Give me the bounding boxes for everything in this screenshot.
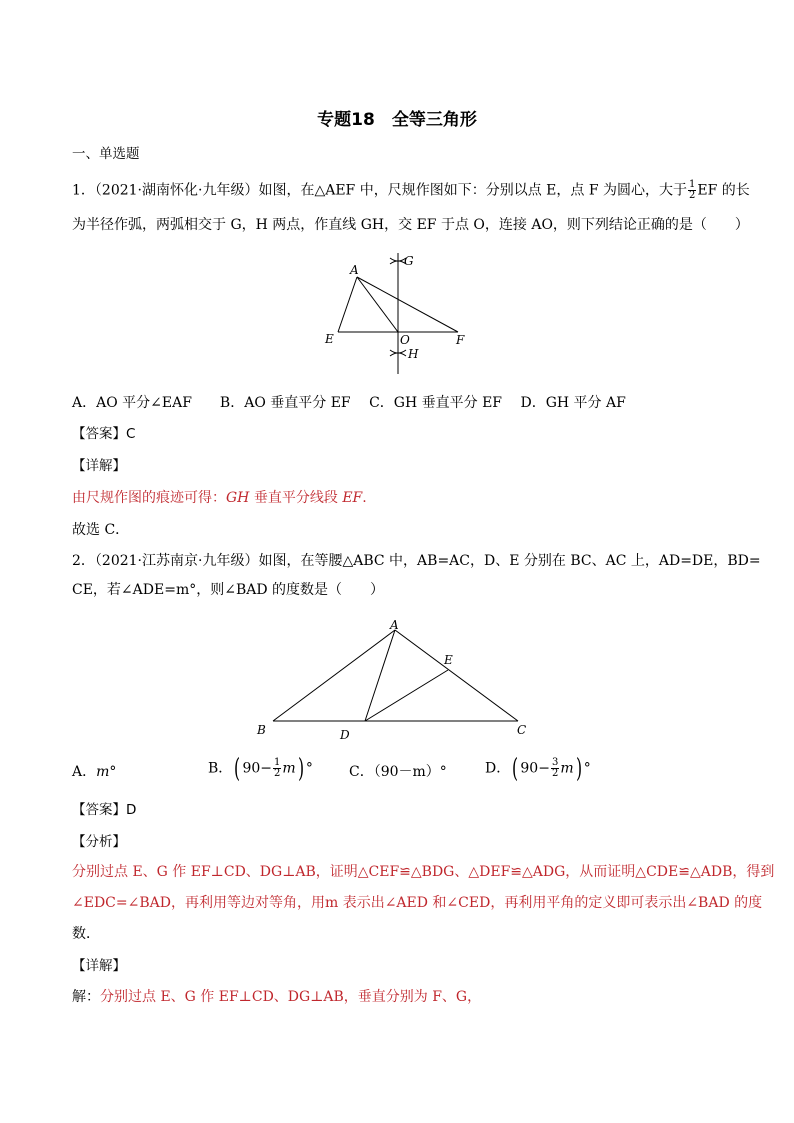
q1-options: A．AO 平分∠EAF B．AO 垂直平分 EF C．GH 垂直平分 EF D．GH 平分 AF: [72, 395, 626, 411]
q1-stem-line2: 为半径作弧，两弧相交于 G，H 两点，作直线 GH，交 EF 于点 O，连接 AO，则下列结论正确的是（ ）: [72, 217, 749, 233]
q2-label-c: C: [517, 723, 527, 737]
q1-answer-tag: 【答案】: [72, 426, 126, 442]
q1-label-e: E: [325, 332, 334, 346]
q2-analysis-line3: 数．: [72, 926, 100, 942]
q1-fraction: $\frac{1}{2}$: [689, 179, 696, 201]
q2-options: [72, 753, 722, 786]
q2-analysis-tag: 【分析】: [72, 834, 126, 850]
q1-label-o: O: [400, 333, 410, 347]
q1-answer-line: [72, 424, 135, 444]
q1-stem-part1: 如图，在△AEF 中，尺规作图如下：分别以点 E，点 F 为圆心，大于: [258, 182, 687, 199]
q2-segment-de: [365, 670, 448, 721]
q1-label-f: F: [456, 333, 465, 347]
section-heading: 一、单选题: [72, 146, 140, 162]
q2-number: 2．: [72, 553, 95, 569]
q1-segment-ao: [357, 277, 398, 332]
q2-answer-tag: 【答案】: [72, 802, 126, 818]
q1-detail-prefix: 由尺规作图的痕迹可得：: [72, 490, 226, 506]
q2-source: （2021·江苏南京·九年级）: [94, 553, 259, 569]
q1-detail-mid: 垂直平分线段: [249, 490, 343, 506]
q2-answer: D: [126, 802, 137, 818]
q1-source: （2021·湖南怀化·九年级）: [94, 182, 259, 199]
q1-conclusion: 故选 C．: [72, 522, 130, 538]
q2-detail-line1: [72, 987, 481, 1007]
q1-detail-math2: EF: [342, 490, 363, 506]
q1-detail-line: [72, 488, 367, 508]
q2-answer-line: [72, 800, 136, 820]
q2-stem-line1: [72, 551, 761, 571]
q2-label-a: A: [390, 618, 399, 632]
q2-option-c: C．（90－m）°: [349, 764, 447, 780]
q2-segment-ac: [395, 630, 518, 721]
q2-label-b: B: [257, 723, 266, 737]
q1-stem-line1: [72, 180, 750, 201]
q2-stem-line2: CE，若∠ADE=m°，则∠BAD 的度数是（ ）: [72, 582, 385, 598]
q1-answer: C: [126, 426, 136, 442]
q1-label-a: A: [350, 263, 359, 277]
q2-figure: [250, 615, 540, 745]
q2-segment-ad: [365, 630, 395, 721]
q2-analysis-line2: ∠EDC=∠BAD，再利用等边对等角，用m 表示出∠AED 和∠CED，再利用平角的定义即可表示出∠BAD 的度: [72, 895, 763, 911]
q2-label-e: E: [444, 653, 453, 667]
q2-stem-text1: 如图，在等腰△ABC 中，AB=AC，D、E 分别在 BC、AC 上，AD=DE，BD=: [258, 553, 761, 569]
page-title: 专题18 全等三角形: [317, 110, 477, 130]
q1-stem-part2: EF 的长: [697, 182, 750, 199]
q2-option-a: A．m°: [72, 764, 117, 780]
q2-segment-ab: [273, 630, 395, 721]
q2-detail-prefix: 解：: [72, 989, 100, 1005]
q1-label-h: H: [408, 347, 419, 361]
q1-detail-end: .: [362, 490, 367, 506]
q2-detail-text: 分别过点 E、G 作 EF⊥CD、DG⊥AB，垂直分别为 F、G，: [100, 989, 482, 1005]
q1-segment-ae: [338, 277, 357, 332]
q2-label-d: D: [340, 728, 350, 742]
q1-detail-math1: GH: [226, 490, 250, 506]
q1-figure: [320, 250, 480, 380]
q1-label-g: G: [404, 254, 414, 268]
q2-detail-tag: 【详解】: [72, 958, 126, 974]
q1-segment-af: [357, 277, 458, 332]
q1-number: 1．: [72, 182, 95, 199]
q1-detail-tag: 【详解】: [72, 458, 126, 474]
q2-option-b: B．( 90− $\frac{1}{2}$ m) °: [208, 753, 313, 784]
q2-option-d: D．( 90− $\frac{3}{2}$ m) °: [485, 753, 591, 784]
q2-analysis-line1: 分别过点 E、G 作 EF⊥CD、DG⊥AB，证明△CEF≌△BDG、△DEF≌△ADG，从而证明△CDE≌△ADB，得到: [72, 864, 775, 880]
